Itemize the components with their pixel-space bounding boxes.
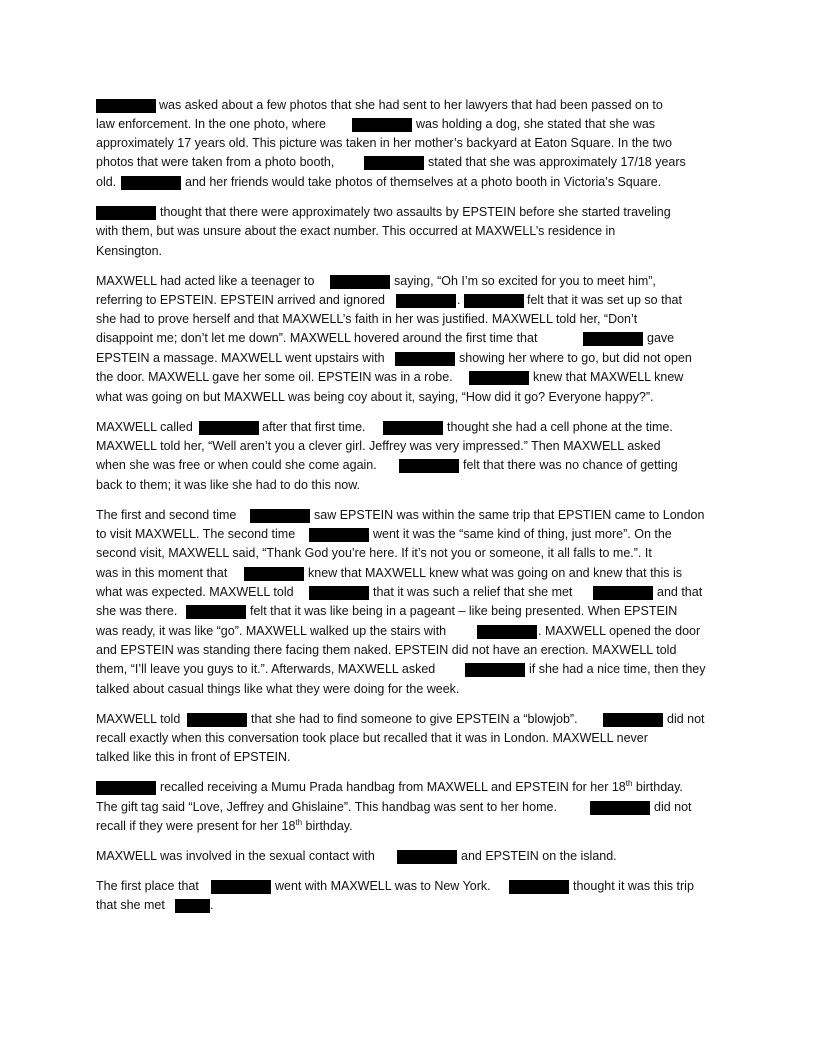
redaction-box <box>309 528 369 542</box>
redaction-box <box>477 625 537 639</box>
text-line: law enforcement. In the one photo, where <box>96 117 327 131</box>
text-line: what was expected. MAXWELL told <box>96 585 294 599</box>
redaction-box <box>175 899 210 913</box>
text-line: EPSTEIN a massage. MAXWELL went upstairs with <box>96 351 385 365</box>
text-line: The first and second time <box>96 508 237 522</box>
text-line: back to them; it was like she had to do this now. <box>96 478 361 492</box>
text-line: was ready, it was like “go”. MAXWELL walked up the stairs with <box>96 624 447 638</box>
redaction-box <box>603 713 663 727</box>
text-line: did not <box>667 712 705 726</box>
redaction-box <box>96 781 156 795</box>
text-span: recall if they were present for her 18 <box>96 819 296 833</box>
text-line: recall exactly when this conversation took place but recalled that it was in London. MAXWELL never <box>96 731 648 745</box>
text-line: . <box>210 898 214 912</box>
text-line: them, “I’ll leave you guys to it.”. Afterwards, MAXWELL asked <box>96 662 436 676</box>
text-line: MAXWELL told her, “Well aren’t you a clever girl. Jeffrey was very impressed.” Then MAXWELL asked <box>96 439 661 453</box>
redaction-box <box>96 99 156 113</box>
redaction-box <box>364 156 424 170</box>
text-line: talked about casual things like what they were doing for the week. <box>96 682 460 696</box>
text-line: she had to prove herself and that MAXWELL’s faith in her was justified. MAXWELL told her, “Don’t <box>96 312 638 326</box>
redaction-box <box>396 294 456 308</box>
redaction-box <box>199 421 259 435</box>
text-line: saw EPSTEIN was within the same trip that EPSTIEN came to London <box>314 508 705 522</box>
redaction-box <box>593 586 653 600</box>
text-line: old. <box>96 175 117 189</box>
redaction-box <box>399 459 459 473</box>
redaction-box <box>395 352 455 366</box>
text-line: went with MAXWELL was to New York. <box>275 879 491 893</box>
text-line: thought she had a cell phone at the time. <box>447 420 673 434</box>
text-line: stated that she was approximately 17/18 years <box>428 155 686 169</box>
redaction-box <box>96 206 156 220</box>
text-line: that it was such a relief that she met <box>373 585 573 599</box>
text-line: referring to EPSTEIN. EPSTEIN arrived and ignored <box>96 293 386 307</box>
redaction-box <box>464 294 524 308</box>
redaction-box <box>244 567 304 581</box>
text-line: disappoint me; don’t let me down”. MAXWELL hovered around the first time that <box>96 331 538 345</box>
text-span: recalled receiving a Mumu Prada handbag from MAXWELL and EPSTEIN for her 18 <box>160 780 626 794</box>
text-line: . <box>457 293 461 307</box>
redaction-box <box>509 880 569 894</box>
text-line: and that <box>657 585 703 599</box>
text-line: and her friends would take photos of themselves at a photo booth in Victoria’s Square. <box>185 175 662 189</box>
redaction-box <box>469 371 529 385</box>
text-line <box>96 817 353 836</box>
text-line: felt that there was no chance of getting <box>463 458 678 472</box>
text-line: The first place that <box>96 879 199 893</box>
superscript: th <box>295 817 303 827</box>
redaction-box <box>583 332 643 346</box>
redaction-box <box>186 605 246 619</box>
text-span: birthday. <box>632 780 683 794</box>
text-line: that she met <box>96 898 165 912</box>
text-line: thought that there were approximately two assaults by EPSTEIN before she started traveling <box>160 205 671 219</box>
text-line: and EPSTEIN on the island. <box>461 849 617 863</box>
text-line: was asked about a few photos that she had sent to her lawyers that had been passed on to <box>159 98 663 112</box>
text-line: MAXWELL had acted like a teenager to <box>96 274 315 288</box>
redaction-box <box>397 850 457 864</box>
text-line: talked like this in front of EPSTEIN. <box>96 750 291 764</box>
text-line: knew that MAXWELL knew what was going on and knew that this is <box>308 566 683 580</box>
redaction-box <box>465 663 525 677</box>
text-line <box>160 778 683 797</box>
text-line: thought it was this trip <box>573 879 694 893</box>
text-span: birthday. <box>302 819 353 833</box>
text-line: showing her where to go, but did not open <box>459 351 692 365</box>
text-line: went it was the “same kind of thing, just more”. On the <box>373 527 672 541</box>
text-line: with them, but was unsure about the exact number. This occurred at MAXWELL’s residence in <box>96 224 616 238</box>
superscript: th <box>625 778 633 788</box>
redaction-box <box>352 118 412 132</box>
redaction-box <box>330 275 390 289</box>
text-line: did not <box>654 800 692 814</box>
redaction-box <box>211 880 271 894</box>
text-line: MAXWELL told <box>96 712 181 726</box>
text-line: gave <box>647 331 675 345</box>
text-line: photos that were taken from a photo booth, <box>96 155 335 169</box>
text-line: second visit, MAXWELL said, “Thank God you’re here. If it’s not you or someone, it all falls to me.”. It <box>96 546 652 560</box>
text-line: felt that it was set up so that <box>527 293 682 307</box>
text-line: . MAXWELL opened the door <box>538 624 701 638</box>
text-line: MAXWELL was involved in the sexual contact with <box>96 849 375 863</box>
text-line: after that first time. <box>262 420 366 434</box>
text-line: when she was free or when could she come again. <box>96 458 377 472</box>
redaction-box <box>187 713 247 727</box>
text-line: that she had to find someone to give EPSTEIN a “blowjob”. <box>251 712 578 726</box>
text-line: if she had a nice time, then they <box>529 662 706 676</box>
text-line: Kensington. <box>96 244 163 258</box>
text-line: was in this moment that <box>96 566 228 580</box>
text-line: approximately 17 years old. This picture was taken in her mother’s backyard at Eaton Square. In the two <box>96 136 673 150</box>
text-line: she was there. <box>96 604 178 618</box>
redaction-box <box>121 176 181 190</box>
redaction-box <box>383 421 443 435</box>
text-line: the door. MAXWELL gave her some oil. EPSTEIN was in a robe. <box>96 370 453 384</box>
redaction-box <box>590 801 650 815</box>
text-line: was holding a dog, she stated that she was <box>416 117 656 131</box>
redaction-box <box>309 586 369 600</box>
text-line: saying, “Oh I’m so excited for you to meet him”, <box>394 274 656 288</box>
text-line: felt that it was like being in a pageant – like being presented. When EPSTEIN <box>250 604 678 618</box>
text-line: knew that MAXWELL knew <box>533 370 684 384</box>
text-line: and EPSTEIN was standing there facing them naked. EPSTEIN did not have an erection. MAXWELL told <box>96 643 677 657</box>
text-line: The gift tag said “Love, Jeffrey and Ghislaine”. This handbag was sent to her home. <box>96 800 557 814</box>
redaction-box <box>250 509 310 523</box>
text-line: MAXWELL called <box>96 420 193 434</box>
text-line: what was going on but MAXWELL was being coy about it, saying, “How did it go? Everyone happy?”. <box>96 390 654 404</box>
text-line: to visit MAXWELL. The second time <box>96 527 296 541</box>
